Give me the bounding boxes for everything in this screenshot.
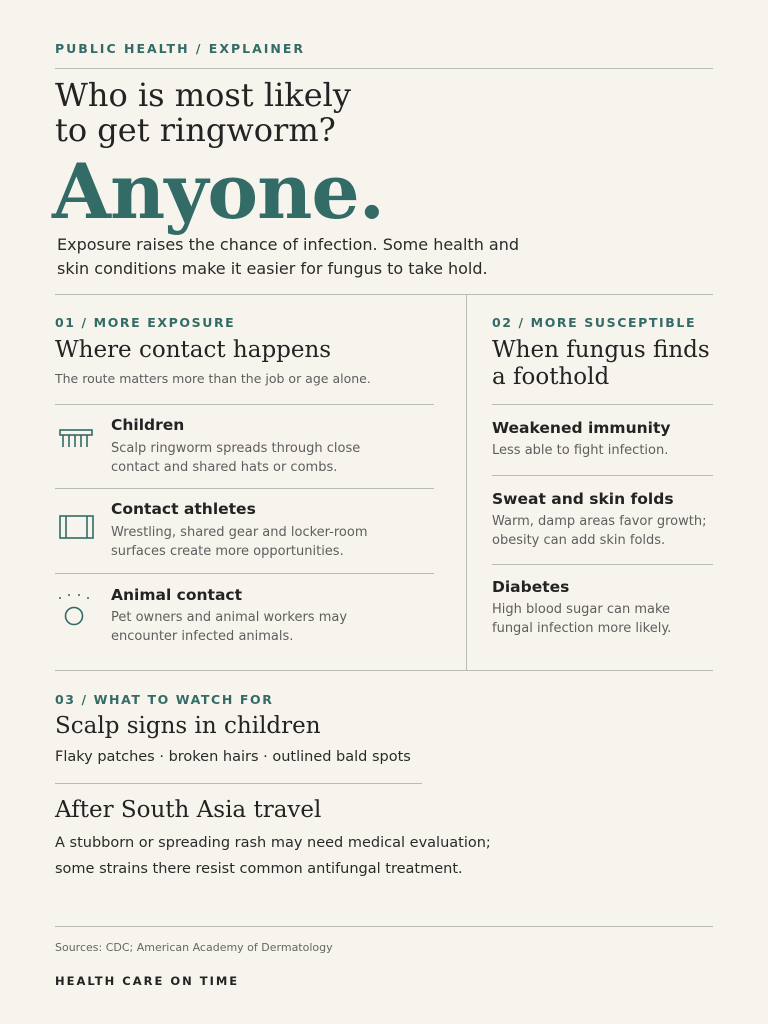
susceptible-item-line: fungal infection more likely. <box>492 621 672 636</box>
susceptible-label: 02 / MORE SUSCEPTIBLE <box>492 315 697 330</box>
headline <box>55 78 475 148</box>
susceptible-title-line: When fungus finds <box>492 337 710 363</box>
susceptible-title-line: a foothold <box>492 364 610 390</box>
scalp-title: Scalp signs in children <box>55 713 321 739</box>
exposure-item-line: Wrestling, shared gear and locker-room <box>111 525 368 540</box>
exposure-item-title: Children <box>111 416 185 434</box>
explainer-page <box>52 0 713 1024</box>
susceptible-title <box>492 337 710 391</box>
susceptible-item-body <box>492 600 671 638</box>
headline-line-1: Who is most likely <box>55 76 351 114</box>
exposure-item-title: Contact athletes <box>111 500 256 518</box>
watch-divider <box>55 783 422 784</box>
susceptible-item-divider <box>492 404 713 405</box>
travel-text <box>55 830 491 882</box>
kicker: PUBLIC HEALTH / EXPLAINER <box>55 41 306 56</box>
section-divider <box>55 670 713 671</box>
scalp-signs-text: Flaky patches · broken hairs · outlined bald spots <box>55 749 411 765</box>
sources-note: Sources: CDC; American Academy of Dermatology <box>55 941 333 954</box>
susceptible-item-body <box>492 512 706 550</box>
footer-divider <box>55 926 713 927</box>
comb-icon <box>59 428 95 450</box>
intro-line-1: Exposure raises the chance of infection. Some health and <box>57 235 520 254</box>
susceptible-item-divider <box>492 475 713 476</box>
travel-line: A stubborn or spreading rash may need medical evaluation; <box>55 835 491 851</box>
travel-line: some strains there resist common antifungal treatment. <box>55 861 463 877</box>
top-divider <box>55 68 713 69</box>
exposure-item-body <box>111 608 347 646</box>
exposure-item-line: Pet owners and animal workers may <box>111 610 348 625</box>
intro-text <box>57 233 557 281</box>
exposure-item-body <box>111 523 368 561</box>
exposure-item-divider <box>55 488 434 489</box>
animal-icon <box>57 590 93 628</box>
exposure-subtitle: The route matters more than the job or age alone. <box>55 371 371 386</box>
section-divider <box>55 294 713 295</box>
exposure-item-title: Animal contact <box>111 586 243 604</box>
watch-label: 03 / WHAT TO WATCH FOR <box>55 692 274 707</box>
susceptible-item-title: Sweat and skin folds <box>492 490 674 508</box>
brand-name: HEALTH CARE ON TIME <box>55 974 240 988</box>
susceptible-item-title: Diabetes <box>492 578 570 596</box>
exposure-item-divider <box>55 404 434 405</box>
susceptible-item-line: Warm, damp areas favor growth; <box>492 514 707 529</box>
exposure-item-divider <box>55 573 434 574</box>
exposure-item-line: encounter infected animals. <box>111 629 294 644</box>
susceptible-item-line: High blood sugar can make <box>492 602 671 617</box>
exposure-item-line: Scalp ringworm spreads through close <box>111 441 361 456</box>
travel-title: After South Asia travel <box>55 797 322 823</box>
exposure-item-line: surfaces create more opportunities. <box>111 544 344 559</box>
exposure-item-body <box>111 439 360 477</box>
susceptible-item-divider <box>492 564 713 565</box>
exposure-item-line: contact and shared hats or combs. <box>111 460 338 475</box>
susceptible-item-body: Less able to fight infection. <box>492 443 669 458</box>
exposure-title: Where contact happens <box>55 337 332 363</box>
answer-anyone: Anyone. <box>52 147 385 236</box>
column-divider <box>466 294 467 670</box>
headline-line-2: to get ringworm? <box>55 111 336 149</box>
intro-line-2: skin conditions make it easier for fungus to take hold. <box>57 259 488 278</box>
exposure-label: 01 / MORE EXPOSURE <box>55 315 236 330</box>
susceptible-item-title: Weakened immunity <box>492 419 671 437</box>
mat-icon <box>59 514 95 540</box>
susceptible-item-line: obesity can add skin folds. <box>492 533 666 548</box>
